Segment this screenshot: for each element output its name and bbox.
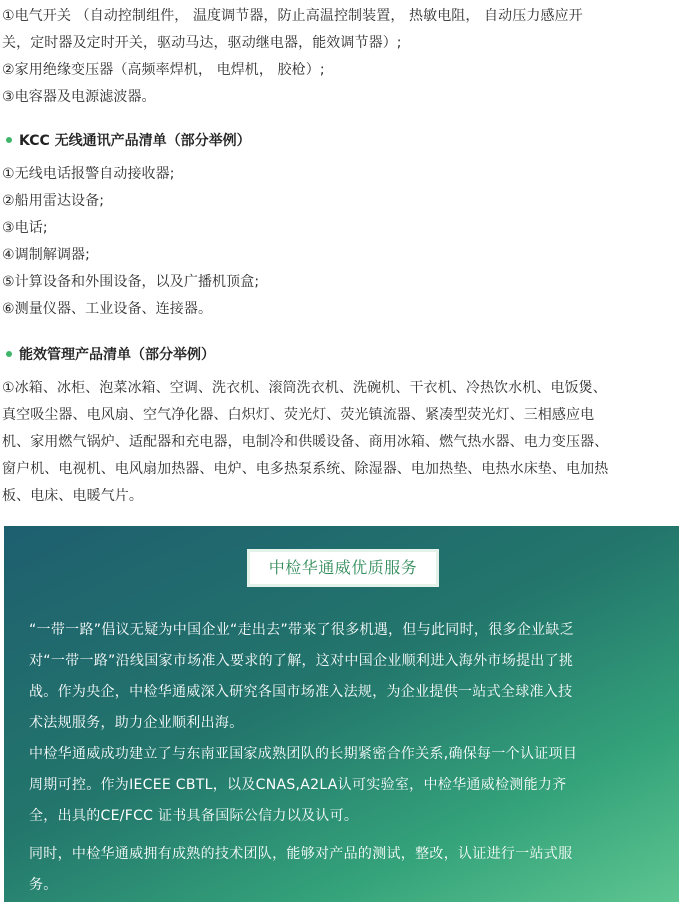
text-line: 板、电床、电暖气片。 — [2, 488, 143, 504]
text-line: 窗户机、电视机、电风扇加热器、电炉、电多热泵系统、除湿器、电加热垫、电热水床垫、电加热 — [2, 461, 609, 477]
text-line: 全，出具的CE/FCC 证书具备国际公信力以及认可。 — [29, 808, 359, 824]
service-paragraph-1 — [29, 615, 669, 739]
energy-list — [2, 375, 680, 510]
bullet-dot-icon — [6, 137, 12, 143]
text-line: 周期可控。作为IECEE CBTL，以及CNAS,A2LA认可实验室，中检华通威检测能力齐 — [29, 777, 567, 793]
service-paragraph-3 — [29, 839, 669, 901]
intro-paragraph — [2, 3, 680, 111]
list-item: ⑥测量仪器、工业设备、连接器。 — [2, 301, 213, 317]
service-paragraph-2 — [29, 739, 669, 832]
list-item: ⑤计算设备和外围设备，以及广播机顶盒; — [2, 274, 260, 290]
text-line: 机、家用燃气锅炉、适配器和充电器，电制冷和供暖设备、商用冰箱、燃气热水器、电力变压器、 — [2, 434, 609, 450]
energy-heading-text: 能效管理产品清单（部分举例） — [19, 347, 215, 363]
text-line: 术法规服务，助力企业顺利出海。 — [29, 715, 244, 731]
text-line: “一带一路”倡议无疑为中国企业“走出去”带来了很多机遇，但与此同时，很多企业缺乏 — [29, 622, 575, 638]
kcc-list — [2, 161, 680, 323]
text-line: ②家用绝缘变压器（高频率焊机， 电焊机， 胶枪）; — [2, 62, 325, 78]
text-line: ①冰箱、冰柜、泡菜冰箱、空调、洗衣机、滚筒洗衣机、洗碗机、干衣机、冷热饮水机、电饭煲、 — [2, 380, 607, 396]
service-title: 中检华通威优质服务 — [247, 549, 439, 587]
text-line: 战。作为央企，中检华通威深入研究各国市场准入法规，为企业提供一站式全球准入技 — [29, 684, 573, 700]
kcc-heading — [6, 131, 251, 151]
text-line: 同时，中检华通威拥有成熟的技术团队，能够对产品的测试，整改，认证进行一站式服 — [29, 846, 573, 862]
text-line: 中检华通威成功建立了与东南亚国家成熟团队的长期紧密合作关系,确保每一个认证项目 — [29, 746, 578, 762]
kcc-heading-text: KCC 无线通讯产品清单（部分举例） — [19, 133, 251, 149]
list-item: ②船用雷达设备; — [2, 193, 105, 209]
text-line: 关，定时器及定时开关，驱动马达，驱动继电器，能效调节器）; — [2, 35, 402, 51]
service-panel — [4, 526, 679, 902]
text-line: 对“一带一路”沿线国家市场准入要求的了解，这对中国企业顺利进入海外市场提出了挑 — [29, 653, 574, 669]
text-line: 务。 — [29, 877, 58, 893]
bullet-dot-icon — [6, 351, 12, 357]
energy-heading — [6, 345, 215, 365]
list-item: ④调制解调器; — [2, 247, 90, 263]
text-line: 真空吸尘器、电风扇、空气净化器、白炽灯、荧光灯、荧光镇流器、紧凑型荧光灯、三相感应电 — [2, 407, 595, 423]
text-line: ③电容器及电源滤波器。 — [2, 89, 156, 105]
list-item: ③电话; — [2, 220, 48, 236]
list-item: ①无线电话报警自动接收器; — [2, 166, 175, 182]
text-line: ①电气开关 （自动控制组件， 温度调节器，防止高温控制装置， 热敏电阻， 自动压力感应开 — [2, 8, 583, 24]
